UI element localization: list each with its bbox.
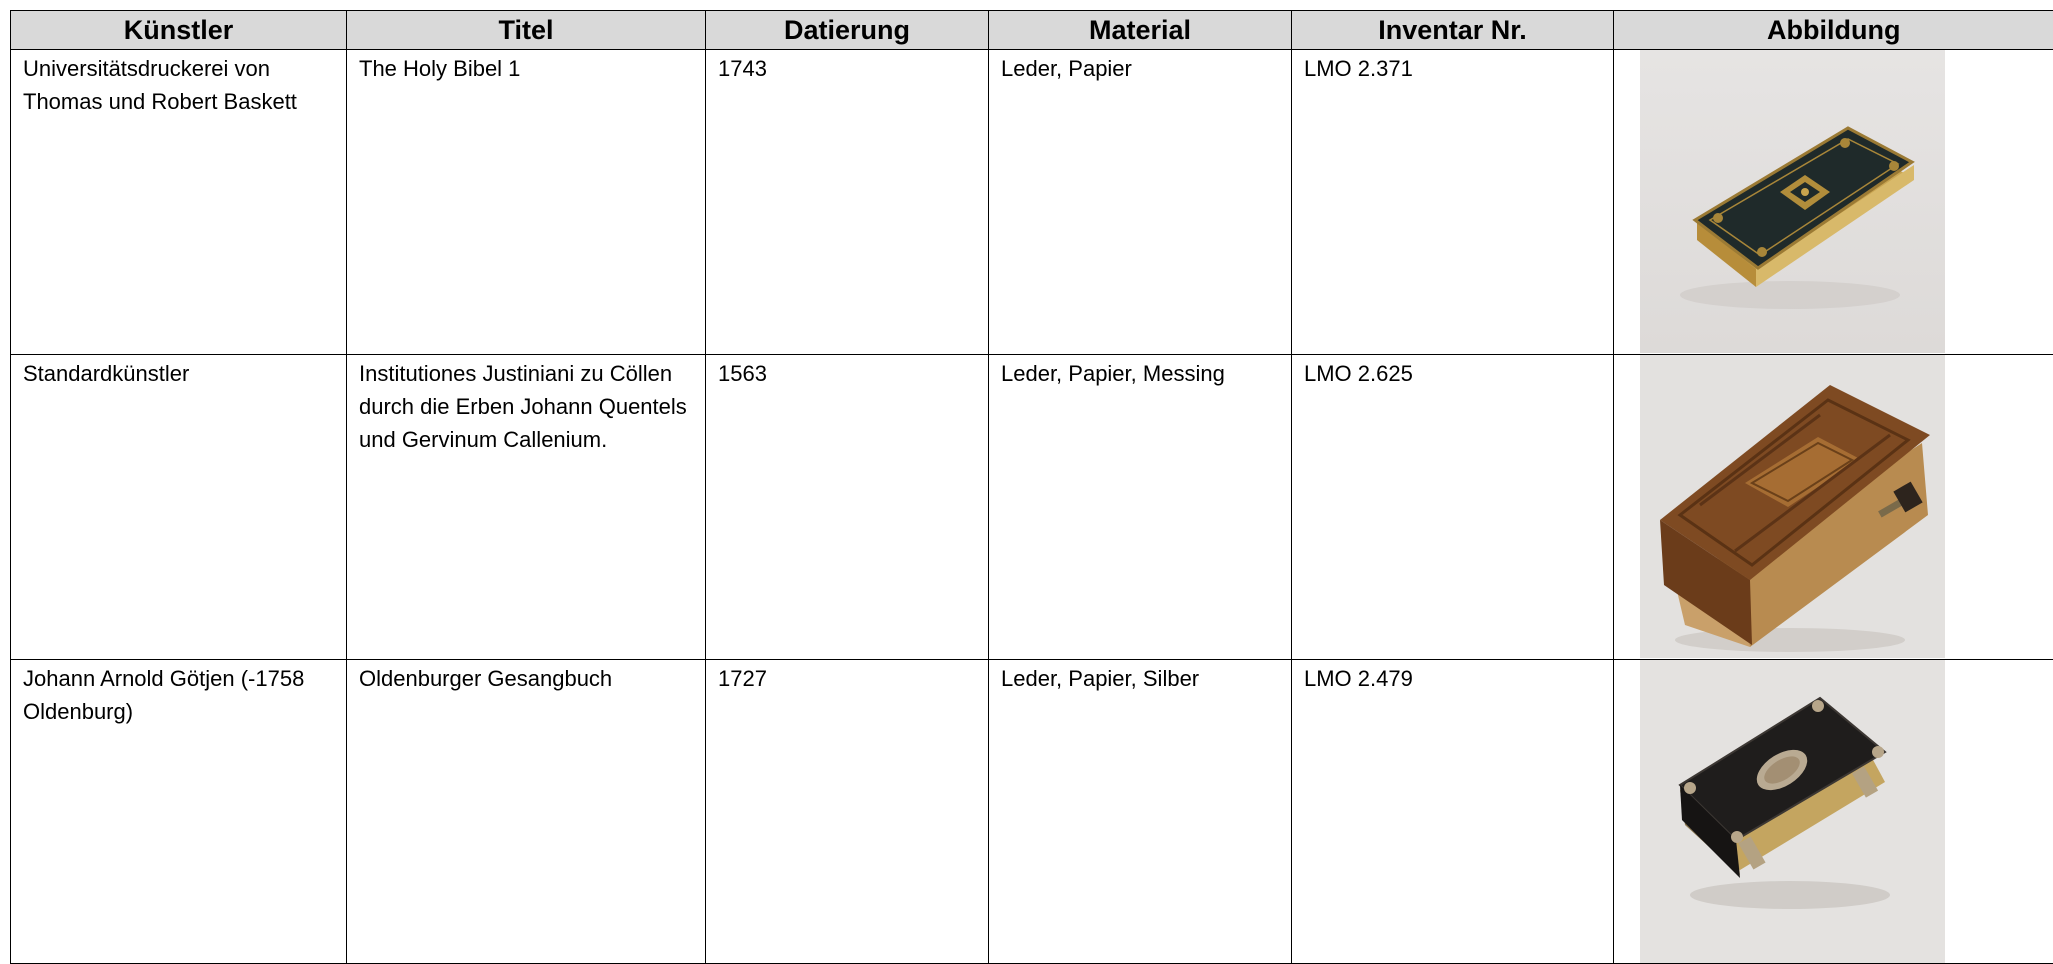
cell-titel: Oldenburger Gesangbuch [347, 660, 706, 964]
cell-abbildung [1614, 50, 2053, 355]
header-titel: Titel [347, 11, 706, 50]
cell-datierung: 1727 [706, 660, 989, 964]
cell-kuenstler: Standardkünstler [11, 355, 347, 660]
cell-material: Leder, Papier, Messing [989, 355, 1292, 660]
header-datierung: Datierung [706, 11, 989, 50]
cell-inventar: LMO 2.479 [1292, 660, 1614, 964]
header-material: Material [989, 11, 1292, 50]
cell-titel: Institutiones Justiniani zu Cöllen durch die Erben Johann Quentels und Gervinum Callenium. [347, 355, 706, 660]
cell-datierung: 1563 [706, 355, 989, 660]
cell-kuenstler: Universitätsdruckerei von Thomas und Robert Baskett [11, 50, 347, 355]
book-black-silver-clasp-photo [1640, 660, 1945, 963]
table-row [11, 50, 2053, 355]
header-inventar: Inventar Nr. [1292, 11, 1614, 50]
book-brown-leather-clasp-photo [1640, 355, 1945, 658]
cell-abbildung [1614, 355, 2053, 660]
cell-kuenstler: Johann Arnold Götjen (-1758 Oldenburg) [11, 660, 347, 964]
cell-material: Leder, Papier [989, 50, 1292, 355]
table-row [11, 355, 2053, 660]
cell-material: Leder, Papier, Silber [989, 660, 1292, 964]
header-kuenstler: Künstler [11, 11, 347, 50]
cell-datierung: 1743 [706, 50, 989, 355]
header-abbildung: Abbildung [1614, 11, 2053, 50]
catalog-table [10, 10, 2053, 964]
table-row [11, 660, 2053, 964]
cell-abbildung [1614, 660, 2053, 964]
cell-titel: The Holy Bibel 1 [347, 50, 706, 355]
cell-inventar: LMO 2.625 [1292, 355, 1614, 660]
book-dark-green-gilt-photo [1640, 50, 1945, 353]
header-row [11, 11, 2053, 50]
cell-inventar: LMO 2.371 [1292, 50, 1614, 355]
